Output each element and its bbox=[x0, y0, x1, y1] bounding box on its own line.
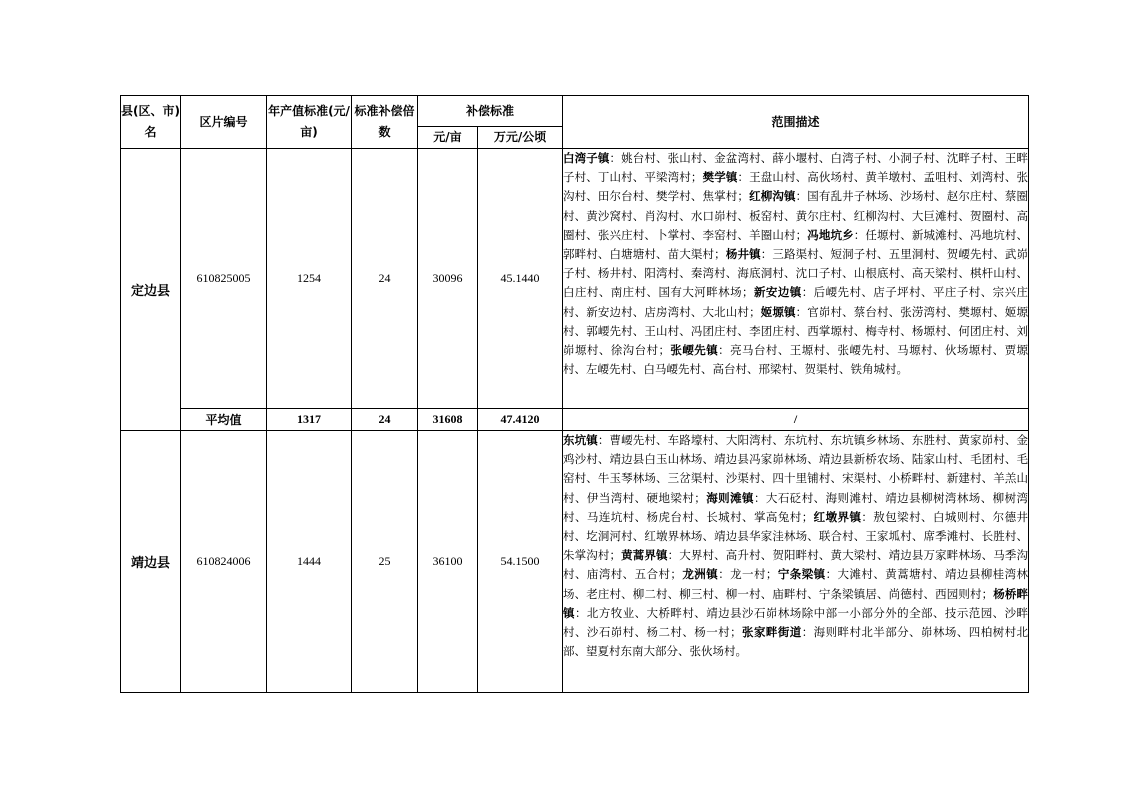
header-description: 范围描述 bbox=[563, 96, 1029, 149]
village-list: ：大滩村、黄蒿塘村、靖边县柳桂湾林场、老庄村、柳二村、柳三村、柳一村、庙畔村、宁条梁镇居、尚德村、西园则村； bbox=[563, 567, 1029, 601]
average-description: / bbox=[563, 409, 1029, 431]
village-list: ：国有乱井子林场、沙场村、赵尔庄村、蔡圈村、黄沙窝村、肖沟村、水口峁村、板窑村、黄尔庄村、红柳沟村、大巨滩村、贺圈村、高圈村、张兴庄村、卜掌村、李窑村、羊圈山村； bbox=[563, 189, 1029, 242]
town-name: 新安边镇 bbox=[753, 285, 802, 300]
town-name: 黄蒿界镇 bbox=[621, 548, 668, 563]
header-multiplier: 标准补偿倍数 bbox=[352, 96, 418, 149]
range-description bbox=[563, 431, 1029, 693]
town-name: 红墩界镇 bbox=[813, 509, 862, 524]
village-list: ：官峁村、蔡台村、张涝湾村、樊塬村、姬塬村、郭崾先村、王山村、冯团庄村、李团庄村、西掌塬村、梅寺村、杨塬村、何团庄村、刘峁塬村、徐沟台村； bbox=[563, 304, 1029, 358]
village-list: ：敖包梁村、白城则村、尔德井村、圪洞河村、红墩界林场、靖边县华家洼林场、联合村、王家坬村、席季滩村、长胜村、朱掌沟村； bbox=[563, 509, 1029, 563]
range-description bbox=[563, 149, 1029, 409]
average-yuan-per-mu: 31608 bbox=[418, 409, 478, 431]
village-list: ：北方牧业、大桥畔村、靖边县沙石峁林场除中部一小部分外的全部、技示范园、沙畔村、沙石峁村、杨二村、杨一村； bbox=[563, 605, 1029, 640]
multiplier: 24 bbox=[352, 149, 418, 409]
village-list: ：曹崾先村、车路壕村、大阳湾村、东坑村、东坑镇乡林场、东胜村、黄家峁村、金鸡沙村、靖边县白玉山林场、靖边县冯家峁林场、靖边县新桥农场、陆家山村、毛团村、毛窑村、牛玉琴林场、三岔渠村、沙渠村、四十里铺村、宋渠村、小桥畔村、新建村、羊羔山村、伊当湾村、硬地梁村； bbox=[563, 433, 1029, 505]
village-list: ：大石砭村、海则滩村、靖边县柳树湾林场、柳树湾村、马连坑村、杨虎台村、长城村、掌高兔村； bbox=[563, 490, 1029, 524]
town-name: 张崾先镇 bbox=[670, 343, 719, 358]
county-name: 靖边县 bbox=[121, 431, 181, 693]
annual-output: 1254 bbox=[267, 149, 352, 409]
table-row bbox=[121, 431, 1029, 693]
village-list: ：后崾先村、店子坪村、平庄子村、宗兴庄村、新安边村、店房湾村、大北山村； bbox=[563, 285, 1029, 319]
town-name: 杨井镇 bbox=[725, 247, 761, 262]
town-name: 樊学镇 bbox=[702, 170, 738, 185]
village-list: ：大界村、高升村、贺阳畔村、黄大梁村、靖边县万家畔林场、马季沟村、庙湾村、五合村； bbox=[563, 548, 1029, 582]
village-list: ：任塬村、新城滩村、冯地坑村、郭畔村、白塘塘村、苗大渠村； bbox=[563, 227, 1029, 262]
multiplier: 25 bbox=[352, 431, 418, 693]
town-name: 龙洲镇 bbox=[681, 567, 719, 582]
average-annual-output: 1317 bbox=[267, 409, 352, 431]
county-name: 定边县 bbox=[121, 149, 181, 431]
yuan-per-mu: 30096 bbox=[418, 149, 478, 409]
village-list: ：姚台村、张山村、金盆湾村、薛小堰村、白湾子村、小洞子村、沈畔子村、王畔子村、丁山村、平梁湾村； bbox=[563, 151, 1029, 185]
town-name: 海则滩镇 bbox=[705, 490, 754, 505]
zone-code: 610824006 bbox=[181, 431, 267, 693]
header-county: 县(区、市)名 bbox=[121, 96, 181, 149]
town-name: 宁条梁镇 bbox=[777, 567, 826, 582]
average-multiplier: 24 bbox=[352, 409, 418, 431]
compensation-table bbox=[120, 95, 1029, 693]
village-list: ：王盘山村、高伙场村、黄羊墩村、孟咀村、刘湾村、张沟村、田尔台村、樊学村、焦掌村； bbox=[563, 170, 1029, 204]
header-yuan-per-mu: 元/亩 bbox=[418, 127, 478, 149]
town-name: 杨桥畔镇 bbox=[563, 586, 1029, 620]
header-annual-output: 年产值标准(元/亩) bbox=[267, 96, 352, 149]
village-list: ：三路渠村、短洞子村、五里洞村、贺崾先村、武峁子村、杨井村、阳湾村、秦湾村、海底洞村、沈口子村、山根底村、高天梁村、棋杆山村、白庄村、南庄村、国有大河畔林场； bbox=[563, 247, 1029, 300]
town-name: 东坑镇 bbox=[563, 433, 598, 447]
average-wan-per-ha: 47.4120 bbox=[478, 409, 563, 431]
town-name: 红柳沟镇 bbox=[748, 189, 796, 204]
town-name: 张家畔街道 bbox=[741, 625, 802, 640]
town-name: 冯地坑乡 bbox=[807, 227, 854, 242]
annual-output: 1444 bbox=[267, 431, 352, 693]
village-list: ：龙一村； bbox=[718, 567, 778, 582]
zone-code: 610825005 bbox=[181, 149, 267, 409]
header-zone-code: 区片编号 bbox=[181, 96, 267, 149]
village-list: ：海则畔村北半部分、峁林场、四柏树村北部、望夏村东南大部分、张伙场村。 bbox=[563, 625, 1029, 659]
town-name: 白湾子镇 bbox=[563, 151, 610, 165]
header-compensation: 补偿标准 bbox=[418, 96, 563, 127]
average-row bbox=[121, 409, 1029, 431]
yuan-per-mu: 36100 bbox=[418, 431, 478, 693]
header-wan-per-ha: 万元/公顷 bbox=[478, 127, 563, 149]
wan-per-ha: 45.1440 bbox=[478, 149, 563, 409]
village-list: ：亮马台村、王塬村、张崾先村、马塬村、伙场塬村、贾塬村、左崾先村、白马崾先村、高台村、邢梁村、贺渠村、铁角城村。 bbox=[563, 343, 1029, 377]
town-name: 姬塬镇 bbox=[760, 304, 796, 319]
table-row bbox=[121, 149, 1029, 409]
average-label: 平均值 bbox=[181, 409, 267, 431]
wan-per-ha: 54.1500 bbox=[478, 431, 563, 693]
